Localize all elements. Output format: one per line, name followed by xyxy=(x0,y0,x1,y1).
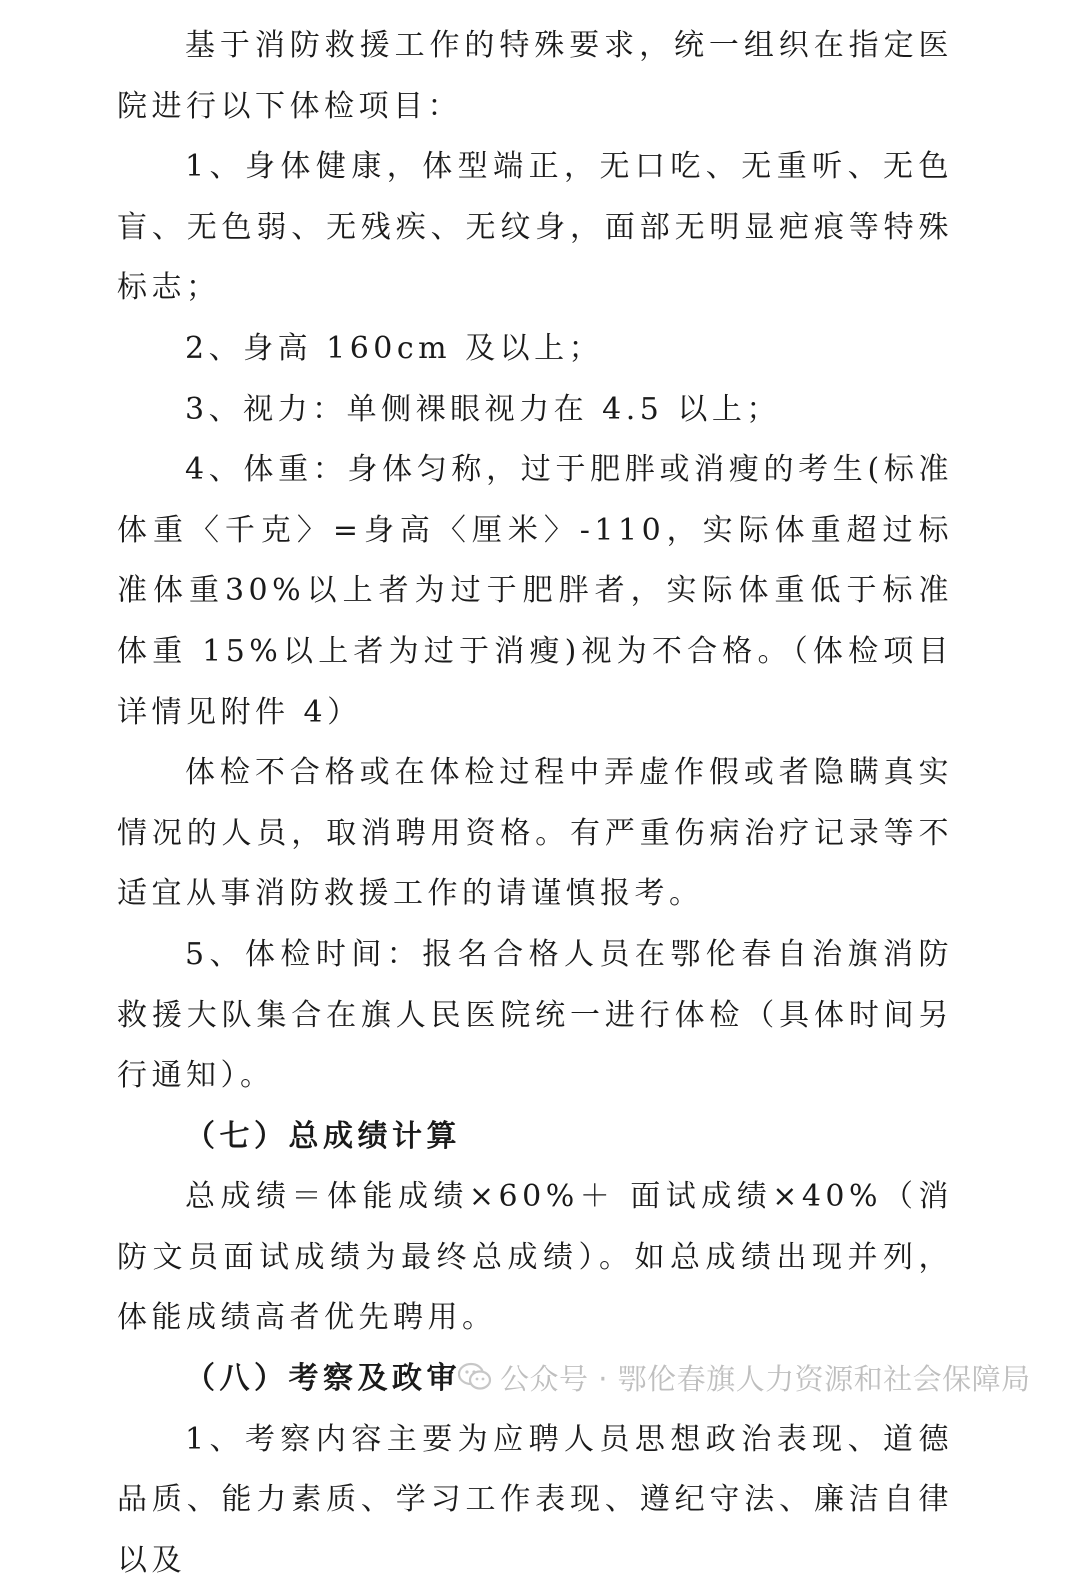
paragraph-score-formula: 总成绩＝体能成绩×60%＋ 面试成绩×40%（消防文员面试成绩为最终总成绩）。如总成绩出现并列，体能成绩高者优先聘用。 xyxy=(117,1179,953,1336)
wechat-icon xyxy=(458,1362,492,1392)
paragraph-item-1-health: 1、身体健康，体型端正，无口吃、无重听、无色盲、无色弱、无残疾、无纹身，面部无明显疤痕等特殊标志； xyxy=(117,149,953,306)
paragraph-intro: 基于消防救援工作的特殊要求，统一组织在指定医院进行以下体检项目： xyxy=(117,28,953,124)
paragraph-item-4-weight: 4、体重：身体匀称，过于肥胖或消瘦的考生(标准体重〈千克〉=身高〈厘米〉-110，实际体重超过标准体重30%以上者为过于肥胖者，实际体重低于标准体重 15%以上者为过于消瘦)视为不合格。（体检项目详情见附件 4） xyxy=(117,452,953,730)
paragraph-disqualification: 体检不合格或在体检过程中弄虚作假或者隐瞒真实情况的人员，取消聘用资格。有严重伤病治疗记录等不适宜从事消防救援工作的请谨慎报考。 xyxy=(117,755,953,912)
section-heading-inspection: （八）考察及政审 xyxy=(185,1361,461,1397)
wechat-watermark xyxy=(458,1357,1031,1397)
paragraph-inspection-content: 1、考察内容主要为应聘人员思想政治表现、道德品质、能力素质、学习工作表现、遵纪守法、廉洁自律以及 xyxy=(117,1421,953,1578)
watermark-text: 公众号 · 鄂伦春旗人力资源和社会保障局 xyxy=(500,1361,1031,1396)
paragraph-item-3-vision: 3、视力：单侧裸眼视力在 4.5 以上； xyxy=(185,391,781,427)
document-body xyxy=(117,16,953,1591)
paragraph-item-2-height: 2、身高 160cm 及以上； xyxy=(185,330,604,366)
paragraph-item-5-exam-time: 5、体检时间：报名合格人员在鄂伦春自治旗消防救援大队集合在旗人民医院统一进行体检（具体时间另行通知）。 xyxy=(117,936,953,1094)
section-heading-total-score: （七）总成绩计算 xyxy=(185,1118,461,1154)
